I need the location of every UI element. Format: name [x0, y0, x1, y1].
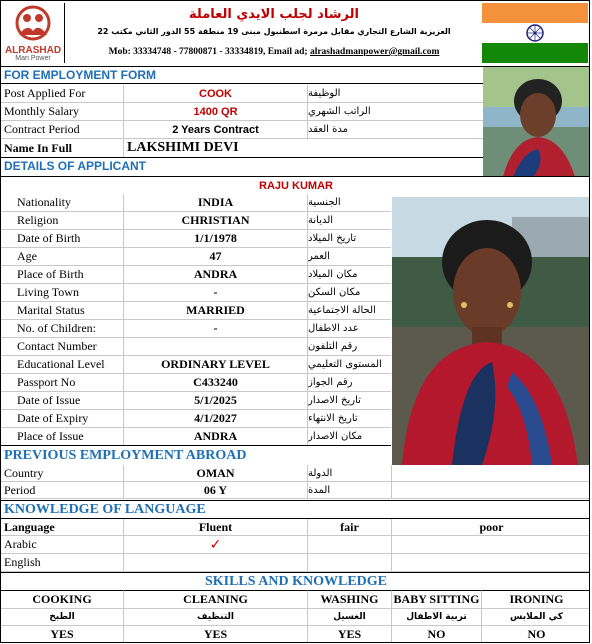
previous-row [1, 482, 590, 499]
language-header-row [1, 518, 590, 536]
india-flag [482, 3, 588, 63]
fair-cell [307, 554, 391, 571]
field-label-ar: رقم التلفون [307, 338, 391, 355]
field-label-ar: تاريخ الاصدار [307, 392, 391, 409]
field-label: Period [4, 482, 36, 497]
field-value: 1/1/1978 [123, 230, 307, 247]
employment-row [1, 85, 483, 103]
language-name: English [4, 555, 41, 569]
field-value: ANDRA [123, 428, 307, 445]
field-label: No. of Children: [17, 321, 96, 335]
skills-heading: SKILLS AND KNOWLEDGE [1, 572, 590, 590]
employment-heading: FOR EMPLOYMENT FORM [1, 67, 590, 84]
field-label: Living Town [17, 285, 79, 299]
agent-name: RAJU KUMAR [1, 176, 590, 194]
applicant-photo-small [483, 67, 589, 177]
field-value: 1400 QR [123, 103, 307, 120]
skill-name: BABY SITTING [391, 590, 481, 608]
previous-row [1, 465, 590, 482]
employment-row [1, 121, 483, 139]
field-label: Country [4, 465, 44, 480]
skill-value: NO [481, 625, 590, 643]
field-label-ar: العمر [307, 248, 391, 265]
poor-cell [391, 554, 590, 571]
applicant-row [1, 320, 391, 338]
field-value: ANDRA [123, 266, 307, 283]
skill-name-ar: التنظيف [123, 608, 307, 625]
language-row [1, 554, 590, 572]
field-label-ar: مدة العقد [307, 121, 483, 138]
field-value: INDIA [123, 194, 307, 211]
field-label-ar: مكان الاصدار [307, 428, 391, 445]
skill-value: YES [123, 625, 307, 643]
field-value: 47 [123, 248, 307, 265]
logo-subtitle: Man Power [15, 55, 51, 62]
fluent-col-header: Fluent [123, 519, 307, 535]
fair-cell [307, 536, 391, 553]
applicant-row [1, 410, 391, 428]
field-value: - [123, 320, 307, 337]
field-label: Place of Issue [17, 429, 84, 443]
field-label-ar: المدة [307, 482, 391, 498]
field-label: Nationality [17, 195, 71, 209]
field-label-ar: الراتب الشهري [307, 103, 483, 120]
language-row [1, 536, 590, 554]
poor-cell [391, 536, 590, 553]
people-icon [3, 3, 63, 47]
applicant-row [1, 428, 391, 446]
skill-name-ar: الطبخ [1, 608, 123, 625]
field-label: Monthly Salary [4, 104, 79, 118]
header [1, 1, 590, 67]
email-link[interactable]: alrashadmanpower@gmail.com [309, 47, 440, 57]
contact-line [67, 47, 481, 57]
field-value: 2 Years Contract [123, 121, 307, 138]
field-value: 06 Y [123, 482, 307, 498]
language-heading: KNOWLEDGE OF LANGUAGE [1, 500, 590, 518]
fluent-check-icon: ✓ [123, 536, 307, 553]
applicant-row [1, 338, 391, 356]
applicant-row [1, 392, 391, 410]
skill-value: YES [307, 625, 391, 643]
field-label: Religion [17, 213, 59, 227]
field-value: OMAN [123, 465, 307, 481]
field-label: Marital Status [17, 303, 85, 317]
mobile-numbers: Mob: 33334748 - 77800871 - 33334819, Email ad; [108, 47, 310, 57]
empty-cell [391, 482, 590, 498]
agency-title: الرشاد لجلب الايدي العاملة [189, 7, 359, 22]
field-label: Contract Period [4, 122, 80, 136]
field-value [123, 338, 307, 355]
language-name: Arabic [4, 537, 37, 551]
skill-name-ar: تربية الاطفال [391, 608, 481, 625]
field-value: - [123, 284, 307, 301]
skill-name: IRONING [481, 590, 590, 608]
applicant-row [1, 266, 391, 284]
field-label: Date of Birth [17, 231, 81, 245]
field-label: Date of Issue [17, 393, 81, 407]
previous-heading: PREVIOUS EMPLOYMENT ABROAD [1, 445, 391, 465]
skill-name: COOKING [1, 590, 123, 608]
field-label: Educational Level [17, 357, 105, 371]
field-label-ar: تاريخ الميلاد [307, 230, 391, 247]
language-col-header: Language [4, 519, 55, 534]
field-label: Age [17, 249, 37, 263]
field-value: MARRIED [123, 302, 307, 319]
skill-value: NO [391, 625, 481, 643]
skill-value: YES [1, 625, 123, 643]
field-label: Passport No [17, 375, 76, 389]
agency-address: العزيزية الشارع التجاري مقابل مرمرة اسطنبول مبنى 19 منطقة 55 الدور الثاني مكتب 22 [97, 27, 451, 36]
field-label-ar: الدولة [307, 465, 391, 481]
chakra-icon [482, 23, 588, 43]
skill-name: WASHING [307, 590, 391, 608]
applicant-row [1, 356, 391, 374]
name-row [1, 139, 483, 158]
field-label-ar: مكان السكن [307, 284, 391, 301]
field-label: Place of Birth [17, 267, 84, 281]
logo-name: ALRASHAD [4, 45, 62, 56]
fluent-check-icon [123, 554, 307, 571]
empty-cell [391, 465, 590, 481]
field-value: 5/1/2025 [123, 392, 307, 409]
field-label: Contact Number [17, 339, 97, 353]
employment-row [1, 103, 483, 121]
skill-name: CLEANING [123, 590, 307, 608]
skill-name-ar: الغسيل [307, 608, 391, 625]
field-label-ar: المستوى التعليمي [307, 356, 391, 373]
field-label-ar: الوظيفة [307, 85, 483, 102]
applicant-row [1, 374, 391, 392]
applicant-photo-large [392, 197, 590, 465]
applicant-row [1, 212, 391, 230]
field-label-ar: عدد الاطفال [307, 320, 391, 337]
agency-logo [3, 3, 65, 63]
applicant-row [1, 284, 391, 302]
poor-col-header: poor [391, 519, 590, 535]
fair-col-header: fair [307, 519, 391, 535]
field-label-ar: الجنسية [307, 194, 391, 211]
name-value: LAKSHIMI DEVI [123, 139, 483, 157]
applicant-row [1, 248, 391, 266]
field-label-ar: رقم الجواز [307, 374, 391, 391]
field-label: Post Applied For [4, 86, 86, 100]
field-label-ar: مكان الميلاد [307, 266, 391, 283]
field-label-ar: الديانة [307, 212, 391, 229]
field-value: ORDINARY LEVEL [123, 356, 307, 373]
field-value: CHRISTIAN [123, 212, 307, 229]
field-label-ar: الحالة الاجتماعية [307, 302, 391, 319]
applicant-row [1, 194, 391, 212]
applicant-row [1, 302, 391, 320]
field-value: COOK [123, 85, 307, 102]
field-label-ar: تاريخ الانتهاء [307, 410, 391, 427]
field-value: 4/1/2027 [123, 410, 307, 427]
field-label: Date of Expiry [17, 411, 89, 425]
skill-name-ar: كي الملابس [481, 608, 590, 625]
field-value: C433240 [123, 374, 307, 391]
applicant-row [1, 230, 391, 248]
applicant-heading: DETAILS OF APPLICANT [4, 159, 146, 173]
name-label: Name In Full [4, 140, 73, 155]
